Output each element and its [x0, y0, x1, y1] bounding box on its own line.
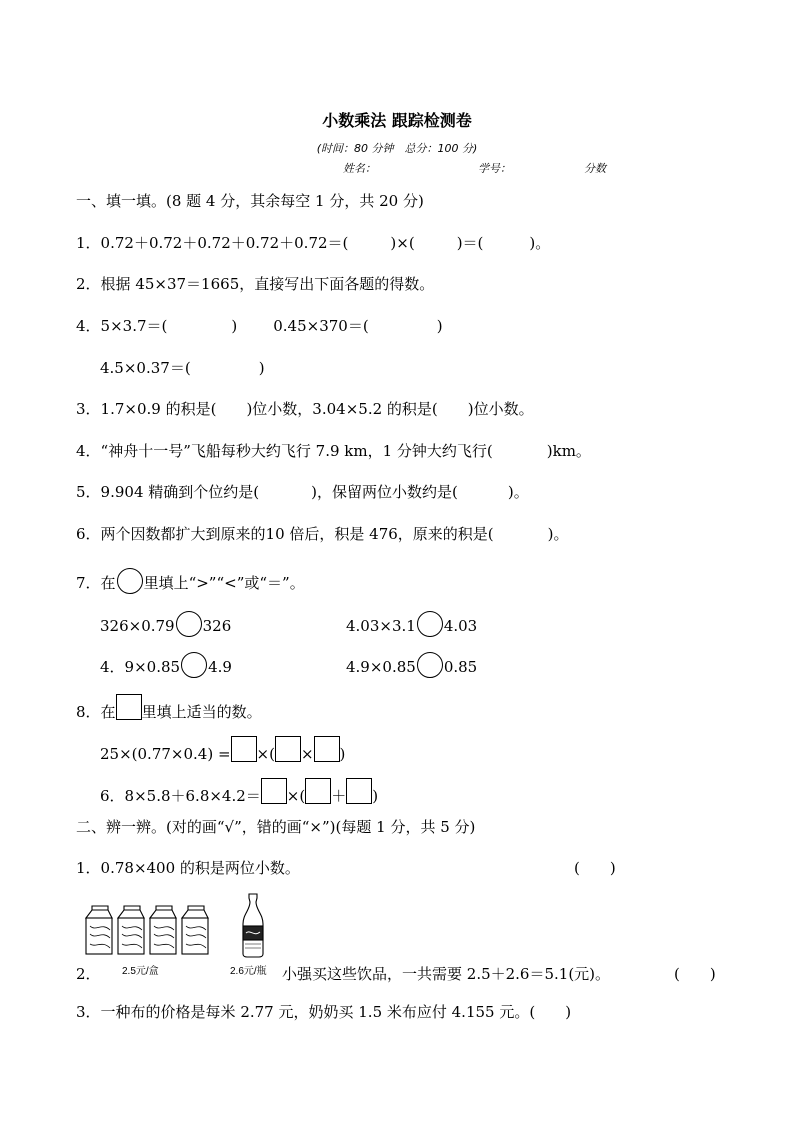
q7-compare-2 [346, 611, 477, 637]
q8-eq1-rparen: ) [339, 745, 346, 763]
q7-expr-2-right: 4.03 [443, 617, 478, 635]
q3-text-b: )位小数，3.04×5.2 的积是( [246, 400, 438, 418]
q8-eq1-times-2: × [300, 745, 314, 763]
q2-sub-number: 4． [76, 317, 101, 335]
q8-equation-2 [100, 778, 378, 806]
page-title: 小数乘法 跟踪检测卷 [322, 111, 472, 130]
section1-heading: 一、填一填。(8 题 4 分，其余每空 1 分，共 20 分) [76, 192, 424, 210]
q7-expr-4-right: 0.85 [443, 658, 478, 676]
q8-text-b: 里填上适当的数。 [141, 703, 262, 721]
q7-text-b: 里填上“>”“<”或“＝”。 [143, 574, 305, 592]
q8-eq2-box-3[interactable] [346, 778, 372, 804]
q8-eq2-box-1[interactable] [261, 778, 287, 804]
q7-expr-2-left: 4.03×3.1 [346, 617, 416, 635]
q7-expr-3-right: 4.9 [208, 658, 232, 676]
s2-q1-answer-bracket[interactable]: ( ) [574, 859, 616, 877]
cola-bottle-icon [238, 892, 268, 958]
square-icon [116, 694, 142, 720]
s2-q1-number: 1． [76, 859, 101, 877]
q3-text-a: 1.7×0.9 的积是( [100, 400, 217, 418]
q2-number: 2． [76, 275, 101, 293]
s2-q1-statement: 0.78×400 的积是两位小数。 [100, 859, 300, 877]
milk-carton-icon [82, 904, 212, 958]
name-label: 姓名： [343, 162, 376, 175]
q7-compare-3 [100, 652, 232, 678]
compare-circle-4[interactable] [417, 652, 443, 678]
milk-price-label: 2.5元/盒 [122, 966, 159, 977]
q2-sub-b-end: ) [436, 317, 443, 335]
q1-text-a: 0.72＋0.72＋0.72＋0.72＋0.72＝( [100, 234, 349, 252]
cola-price-label: 2.6元/瓶 [230, 966, 267, 977]
q1-text-c: )＝( [456, 234, 484, 252]
q1-fill-blank [76, 233, 550, 253]
q7-expr-3-left: 4．9×0.85 [100, 658, 181, 676]
q8-eq1-left: 25×(0.77×0.4) = [100, 745, 231, 763]
s2-q2-statement: 小强买这些饮品，一共需要 2.5＋2.6＝5.1(元)。 [282, 965, 611, 983]
q8-eq2-plus: ＋ [331, 787, 347, 805]
q2-sub-row-2 [100, 358, 265, 378]
q5-text-b: )，保留两位小数约是( [311, 483, 458, 501]
q7-number: 7． [76, 574, 101, 592]
q7-instruction [76, 568, 305, 594]
q8-eq2-rparen: ) [372, 787, 379, 805]
section2-heading: 二、辨一辨。(对的画“√”，错的画“×”)(每题 1 分，共 5 分) [76, 818, 476, 836]
q7-expr-1-left: 326×0.79 [100, 617, 175, 635]
q5-fill-blank [76, 482, 529, 502]
s2-q1-text [76, 858, 300, 878]
circle-icon [117, 568, 143, 594]
q2-sub-row-1 [76, 316, 443, 336]
q6-text-b: )。 [547, 525, 569, 543]
q6-number: 6． [76, 525, 101, 543]
s2-q2-number: 2． [76, 965, 101, 983]
score-label: 分数 [584, 162, 606, 175]
q8-equation-1 [100, 736, 345, 764]
q8-eq2-lparen: ( [299, 787, 306, 805]
q4-text-a: “神舟十一号”飞船每秒大约飞行 7.9 km，1 分钟大约飞行( [100, 442, 493, 460]
q7-compare-1 [100, 611, 231, 637]
q8-number: 8． [76, 703, 101, 721]
s2-q3-answer-bracket[interactable]: ( ) [529, 1003, 572, 1021]
s2-q2-answer-bracket[interactable]: ( ) [674, 965, 716, 983]
q8-eq1-box-2[interactable] [275, 736, 301, 762]
q8-eq1-times-1: × [256, 745, 270, 763]
compare-circle-1[interactable] [176, 611, 202, 637]
q5-number: 5． [76, 483, 101, 501]
q2-sub-b: 0.45×370＝( [273, 317, 369, 335]
q2-text: 根据 45×37＝1665，直接写出下面各题的得数。 [100, 275, 435, 293]
s2-q3-statement: 一种布的价格是每米 2.77 元，奶奶买 1.5 米布应付 4.155 元。 [100, 1003, 530, 1021]
q8-eq1-lparen: ( [269, 745, 275, 763]
q2-sub-c: 4.5×0.37＝( [100, 359, 191, 377]
q8-eq2-left: 6．8×5.8＋6.8×4.2＝ [100, 787, 261, 805]
q5-text-a: 9.904 精确到个位约是( [100, 483, 260, 501]
q1-text-d: )。 [529, 234, 551, 252]
q2-sub-a: 5×3.7＝( [100, 317, 168, 335]
id-label: 学号： [478, 162, 511, 175]
q8-instruction [76, 694, 262, 722]
q7-text-a: 在 [100, 574, 116, 592]
q8-eq2-times: × [286, 787, 300, 805]
q1-text-b: )×( [390, 234, 415, 252]
q4-number: 4． [76, 442, 101, 460]
q3-text-c: )位小数。 [467, 400, 534, 418]
q3-number: 3． [76, 400, 101, 418]
q8-text-a: 在 [100, 703, 116, 721]
q6-fill-blank [76, 524, 569, 544]
q8-eq1-box-3[interactable] [314, 736, 340, 762]
q2-instruction [76, 274, 434, 294]
q6-text-a: 两个因数都扩大到原来的10 倍后，积是 476，原来的积是( [100, 525, 494, 543]
q7-compare-4 [346, 652, 477, 678]
q2-sub-a-end: ) [231, 317, 238, 335]
compare-circle-3[interactable] [181, 652, 207, 678]
s2-q3-number: 3． [76, 1003, 101, 1021]
q2-sub-c-end: ) [258, 359, 265, 377]
q7-expr-4-left: 4.9×0.85 [346, 658, 416, 676]
q4-text-b: )km。 [546, 442, 591, 460]
page-subtitle: (时间：80 分钟 总分：100 分) [316, 142, 478, 155]
q8-eq2-box-2[interactable] [305, 778, 331, 804]
q8-eq1-box-1[interactable] [231, 736, 257, 762]
q1-number: 1． [76, 234, 101, 252]
s2-q3-text [76, 1002, 571, 1022]
compare-circle-2[interactable] [417, 611, 443, 637]
q7-expr-1-right: 326 [202, 617, 232, 635]
q4-fill-blank [76, 441, 591, 461]
q5-text-c: )。 [507, 483, 529, 501]
q3-fill-blank [76, 399, 534, 419]
